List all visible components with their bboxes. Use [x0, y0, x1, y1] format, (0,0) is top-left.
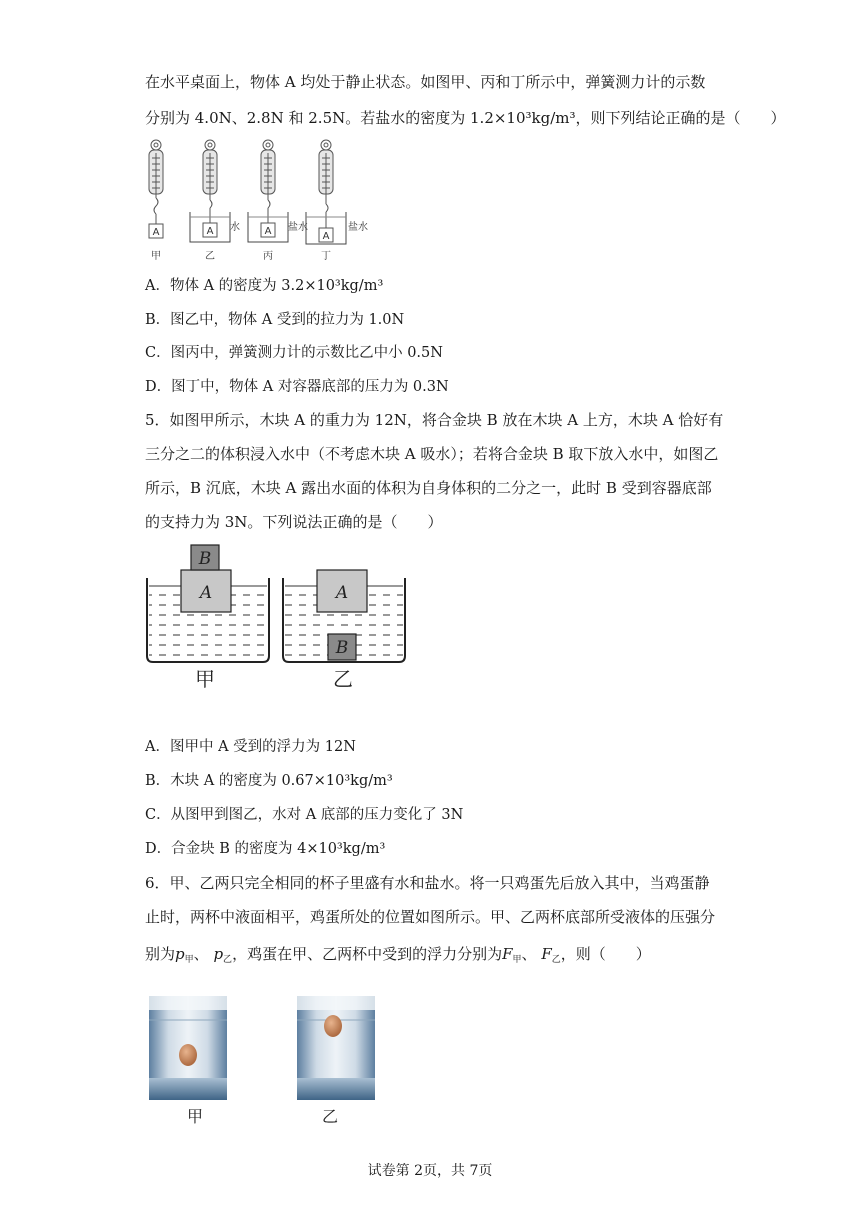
q5-stem-line-3: 所示，B 沉底，木块 A 露出水面的体积为自身体积的二分之一，此时 B 受到容器底部	[145, 479, 712, 497]
q5-stem-line-2: 三分之二的体积浸入水中（不考虑木块 A 吸水）；若将合金块 B 取下放入水中，如图乙	[145, 445, 719, 463]
q4-block-label-bing: A	[264, 226, 272, 237]
q5-stem-line-1: 5．如图甲所示，木块 A 的重力为 12N，将合金块 B 放在木块 A 上方，木块 A 恰好有	[145, 411, 724, 429]
q4-block-label-ding: A	[322, 231, 330, 242]
glass-jia	[149, 996, 227, 1100]
q6-glass-figure	[145, 990, 385, 1130]
q5-block-b-label-jia: B	[198, 549, 212, 569]
q4-stem-line-1: 在水平桌面上，物体 A 均处于静止状态。如图甲、丙和丁所示中，弹簧测力计的示数	[145, 73, 706, 91]
q5-option-d[interactable]: D．合金块 B 的密度为 4×10³kg/m³	[145, 841, 386, 857]
q6-f-yi-sub: 乙	[551, 955, 561, 965]
q6-p-jia-symbol: p	[175, 945, 185, 963]
q4-fig-label-jia: 甲	[151, 251, 161, 262]
q4-spring-scale-figure	[140, 138, 380, 268]
q6-sep-1: 、	[193, 945, 209, 963]
q6-sep-2: 、	[521, 945, 537, 963]
spring-scale-jia	[149, 140, 163, 238]
q4-fig-label-bing: 丙	[263, 251, 273, 262]
q5-option-b[interactable]: B．木块 A 的密度为 0.67×10³kg/m³	[145, 773, 393, 789]
glass-yi	[297, 996, 375, 1100]
q6-stem-text-a: 别为	[145, 945, 176, 963]
q5-stem-line-4: 的支持力为 3N。下列说法正确的是（ ）	[145, 513, 443, 531]
q4-option-b[interactable]: B．图乙中，物体 A 受到的拉力为 1.0N	[145, 312, 405, 328]
q6-stem-line-1: 6．甲、乙两只完全相同的杯子里盛有水和盐水。将一只鸡蛋先后放入其中，当鸡蛋静	[145, 874, 710, 892]
q4-liquid-label-yi: 水	[230, 222, 240, 233]
q6-f-jia-sub: 甲	[512, 955, 522, 965]
egg-yi	[324, 1015, 342, 1037]
q6-stem-line-2: 止时，两杯中液面相平，鸡蛋所处的位置如图所示。甲、乙两杯底部所受液体的压强分	[145, 908, 716, 926]
q4-option-c[interactable]: C．图丙中，弹簧测力计的示数比乙中小 0.5N	[145, 345, 443, 361]
q5-option-c[interactable]: C．从图甲到图乙，水对 A 底部的压力变化了 3N	[145, 807, 464, 823]
q4-liquid-label-ding: 盐水	[348, 222, 368, 233]
q6-stem-text-b: ，鸡蛋在甲、乙两杯中受到的浮力分别为	[232, 945, 503, 963]
q4-block-label-yi: A	[206, 226, 214, 237]
q6-fig-label-jia: 甲	[186, 1107, 204, 1126]
q6-fig-label-yi: 乙	[321, 1107, 339, 1126]
q4-stem-line-2	[145, 108, 786, 128]
egg-jia	[179, 1044, 197, 1066]
q4-fig-label-yi: 乙	[205, 251, 215, 262]
q4-block-label-jia: A	[152, 227, 160, 238]
q4-option-d[interactable]: D．图丁中，物体 A 对容器底部的压力为 0.3N	[145, 379, 449, 395]
q6-p-yi-symbol: p	[213, 945, 224, 963]
q4-liquid-label-bing: 盐水	[288, 222, 308, 233]
q4-fig-label-ding: 丁	[321, 251, 331, 262]
q4-stem-text: 分别为 4.0N、2.8N 和 2.5N。若盐水的密度为 1.2×10³kg/m³，则下列结论正确的是（ ）	[145, 109, 786, 127]
q6-stem-text-c: ，则（ ）	[560, 945, 651, 963]
q4-option-a[interactable]: A．物体 A 的密度为 3.2×10³kg/m³	[145, 278, 384, 294]
q5-fig-label-yi: 乙	[333, 667, 353, 691]
q6-p-jia-sub: 甲	[184, 955, 194, 965]
q5-beaker-figure	[143, 540, 413, 695]
q6-f-yi-symbol: F	[541, 945, 552, 963]
q6-p-yi-sub: 乙	[223, 955, 233, 965]
q5-block-b-label-yi: B	[335, 638, 349, 658]
q5-fig-label-jia: 甲	[195, 667, 215, 691]
q5-block-a-label-jia: A	[199, 583, 213, 603]
q6-f-jia-symbol: F	[502, 945, 513, 963]
spring-scale-ding	[306, 140, 346, 244]
q6-stem-line-3	[145, 944, 651, 970]
page-footer: 试卷第 2页，共 7页	[367, 1163, 493, 1179]
q5-option-a[interactable]: A．图甲中 A 受到的浮力为 12N	[145, 739, 356, 755]
q5-block-a-label-yi: A	[335, 583, 349, 603]
